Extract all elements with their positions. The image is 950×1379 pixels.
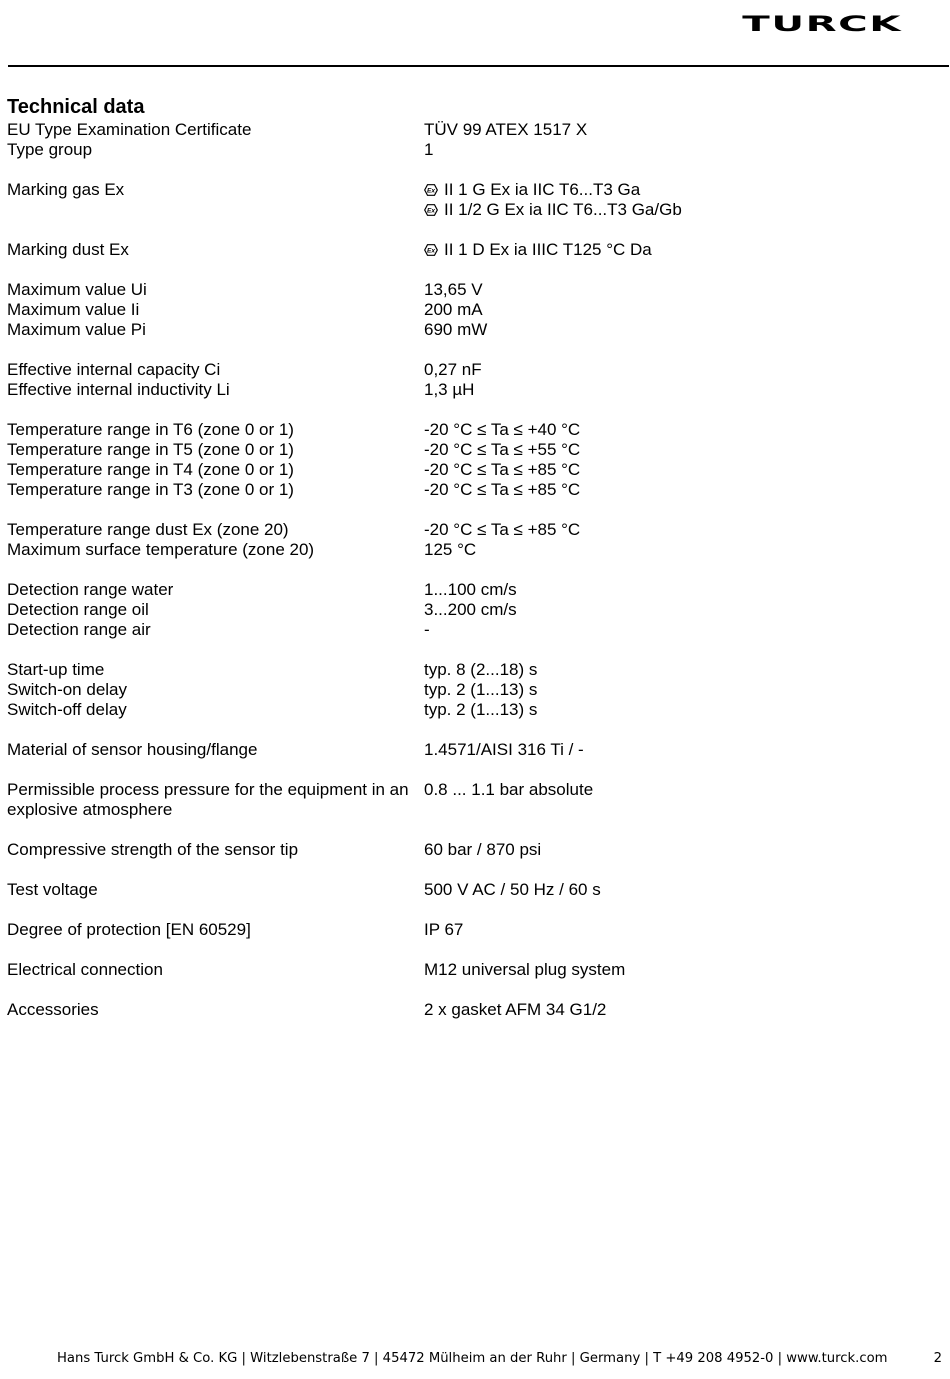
page-title: Technical data xyxy=(7,96,145,118)
spec-value xyxy=(424,1000,937,1020)
spec-row xyxy=(7,740,937,760)
spec-value-line xyxy=(424,440,937,460)
spec-label: Compressive strength of the sensor tip xyxy=(7,840,299,859)
page-number: 2 xyxy=(933,1351,942,1366)
spec-label: Test voltage xyxy=(7,880,98,899)
spec-value xyxy=(424,840,937,860)
spec-label: Temperature range in T4 (zone 0 or 1) xyxy=(7,460,294,479)
spec-value-line xyxy=(424,320,937,340)
spec-row xyxy=(7,680,937,700)
spec-label: Degree of protection [EN 60529] xyxy=(7,920,251,939)
spec-value-text: typ. 2 (1...13) s xyxy=(424,680,538,699)
spec-value xyxy=(424,960,937,980)
spec-value-line xyxy=(424,580,937,600)
spec-label: Detection range water xyxy=(7,580,174,599)
spec-value-line xyxy=(424,960,937,980)
svg-text:Ex: Ex xyxy=(427,247,435,255)
spec-value-line xyxy=(424,420,937,440)
spec-value xyxy=(424,320,937,340)
spec-label: Permissible process pressure for the equipment in an explosive atmosphere xyxy=(7,780,409,819)
spec-value xyxy=(424,120,937,140)
spec-value-text: typ. 2 (1...13) s xyxy=(424,700,538,719)
spec-row xyxy=(7,380,937,400)
spec-row xyxy=(7,480,937,500)
spec-value xyxy=(424,300,937,320)
spec-value-line xyxy=(424,140,937,160)
spec-group xyxy=(7,280,937,340)
spec-row xyxy=(7,300,937,320)
spec-group xyxy=(7,920,937,940)
spec-value-text: 0.8 ... 1.1 bar absolute xyxy=(424,780,594,799)
spec-value-line xyxy=(424,620,937,640)
spec-value-text: 500 V AC / 50 Hz / 60 s xyxy=(424,880,601,899)
spec-row xyxy=(7,840,937,860)
spec-label: Detection range air xyxy=(7,620,151,639)
spec-label: EU Type Examination Certificate xyxy=(7,120,252,139)
spec-value-text: -20 °C ≤ Ta ≤ +85 °C xyxy=(424,520,581,539)
spec-value-line xyxy=(424,460,937,480)
spec-row xyxy=(7,700,937,720)
spec-value-line xyxy=(424,1000,937,1020)
spec-label: Temperature range in T3 (zone 0 or 1) xyxy=(7,480,294,499)
spec-row xyxy=(7,180,937,220)
spec-value-line xyxy=(424,480,937,500)
spec-value-line xyxy=(424,680,937,700)
spec-value-text: 2 x gasket AFM 34 G1/2 xyxy=(424,1000,607,1019)
spec-row xyxy=(7,620,937,640)
spec-value-text: 1...100 cm/s xyxy=(424,580,517,599)
spec-label: Effective internal capacity Ci xyxy=(7,360,221,379)
spec-value-line xyxy=(424,920,937,940)
spec-value-text: 0,27 nF xyxy=(424,360,482,379)
spec-row xyxy=(7,600,937,620)
spec-value-text: II 1 D Ex ia IIIC T125 °C Da xyxy=(444,240,652,259)
spec-value-text: IP 67 xyxy=(424,920,464,939)
spec-value-text: 1 xyxy=(424,140,434,159)
spec-value-text: -20 °C ≤ Ta ≤ +85 °C xyxy=(424,460,581,479)
spec-value-line xyxy=(424,520,937,540)
spec-value xyxy=(424,620,937,640)
footer-address: Hans Turck GmbH & Co. KG | Witzlebenstraße 7 | 45472 Mülheim an der Ruhr | Germany | T +49 208 4952-0 | www.turck.com xyxy=(57,1351,888,1366)
spec-value xyxy=(424,460,937,480)
spec-row xyxy=(7,240,937,260)
spec-row xyxy=(7,440,937,460)
spec-label: Type group xyxy=(7,140,93,159)
spec-value xyxy=(424,480,937,500)
svg-text:Ex: Ex xyxy=(427,187,435,195)
spec-value-text: II 1/2 G Ex ia IIC T6...T3 Ga/Gb xyxy=(444,200,682,219)
spec-value xyxy=(424,700,937,720)
spec-group xyxy=(7,660,937,720)
spec-row xyxy=(7,780,937,820)
spec-value-text: typ. 8 (2...18) s xyxy=(424,660,538,679)
spec-group xyxy=(7,180,937,220)
spec-value xyxy=(424,420,937,440)
spec-value-line xyxy=(424,540,937,560)
spec-group xyxy=(7,360,937,400)
spec-value-text: 13,65 V xyxy=(424,280,483,299)
spec-group xyxy=(7,520,937,560)
spec-value-line xyxy=(424,600,937,620)
spec-label: Marking gas Ex xyxy=(7,180,125,199)
spec-value xyxy=(424,140,937,160)
spec-value-line xyxy=(424,880,937,900)
spec-value xyxy=(424,780,937,820)
spec-value-text: 125 °C xyxy=(424,540,477,559)
ex-hexagon-icon xyxy=(424,204,438,216)
spec-label: Temperature range dust Ex (zone 20) xyxy=(7,520,289,539)
spec-row xyxy=(7,140,937,160)
spec-row xyxy=(7,320,937,340)
spec-value-text: -20 °C ≤ Ta ≤ +85 °C xyxy=(424,480,581,499)
spec-label: Accessories xyxy=(7,1000,99,1019)
spec-label: Maximum value Ui xyxy=(7,280,147,299)
spec-value-line xyxy=(424,700,937,720)
spec-row xyxy=(7,540,937,560)
spec-value-line xyxy=(424,180,937,200)
spec-value xyxy=(424,600,937,620)
spec-value-text: M12 universal plug system xyxy=(424,960,626,979)
spec-group xyxy=(7,1000,937,1020)
spec-value-text: 60 bar / 870 psi xyxy=(424,840,542,859)
spec-label: Temperature range in T5 (zone 0 or 1) xyxy=(7,440,294,459)
spec-group xyxy=(7,240,937,260)
spec-value xyxy=(424,920,937,940)
spec-value-text: -20 °C ≤ Ta ≤ +55 °C xyxy=(424,440,581,459)
spec-group xyxy=(7,420,937,500)
spec-label: Maximum value Ii xyxy=(7,300,140,319)
ex-hexagon-icon xyxy=(424,184,438,196)
spec-value-line xyxy=(424,360,937,380)
ex-hexagon-icon xyxy=(424,244,438,256)
spec-label: Maximum value Pi xyxy=(7,320,146,339)
spec-label: Switch-on delay xyxy=(7,680,128,699)
spec-row xyxy=(7,420,937,440)
svg-text:Ex: Ex xyxy=(427,207,435,215)
spec-label: Switch-off delay xyxy=(7,700,127,719)
spec-value xyxy=(424,880,937,900)
spec-value xyxy=(424,180,937,220)
spec-value-text: - xyxy=(424,620,430,639)
spec-value-text: -20 °C ≤ Ta ≤ +40 °C xyxy=(424,420,581,439)
spec-value-line xyxy=(424,380,937,400)
spec-label: Temperature range in T6 (zone 0 or 1) xyxy=(7,420,294,439)
spec-value-text: 3...200 cm/s xyxy=(424,600,517,619)
spec-label: Detection range oil xyxy=(7,600,149,619)
spec-value-text: 1,3 µH xyxy=(424,380,475,399)
spec-row xyxy=(7,280,937,300)
spec-row xyxy=(7,920,937,940)
spec-value-line xyxy=(424,120,937,140)
spec-value xyxy=(424,440,937,460)
turck-logo: TURCK xyxy=(742,12,902,37)
spec-label: Maximum surface temperature (zone 20) xyxy=(7,540,315,559)
spec-value-line xyxy=(424,660,937,680)
spec-label: Effective internal inductivity Li xyxy=(7,380,230,399)
spec-value-text: II 1 G Ex ia IIC T6...T3 Ga xyxy=(444,180,641,199)
spec-value xyxy=(424,740,937,760)
spec-value xyxy=(424,240,937,260)
spec-row xyxy=(7,580,937,600)
header-rule xyxy=(8,65,949,67)
spec-value-text: 200 mA xyxy=(424,300,483,319)
footer xyxy=(57,1350,942,1368)
spec-value-line xyxy=(424,780,937,800)
spec-row xyxy=(7,880,937,900)
spec-value xyxy=(424,380,937,400)
spec-row xyxy=(7,660,937,680)
spec-label: Start-up time xyxy=(7,660,105,679)
spec-row xyxy=(7,120,937,140)
spec-group xyxy=(7,960,937,980)
spec-value-text: 690 mW xyxy=(424,320,488,339)
spec-group xyxy=(7,780,937,820)
spec-value xyxy=(424,680,937,700)
spec-row xyxy=(7,360,937,380)
spec-label: Electrical connection xyxy=(7,960,163,979)
spec-group xyxy=(7,580,937,640)
spec-value-text: TÜV 99 ATEX 1517 X xyxy=(424,120,588,139)
spec-group xyxy=(7,840,937,860)
spec-group xyxy=(7,740,937,760)
spec-row xyxy=(7,1000,937,1020)
spec-group xyxy=(7,120,937,160)
spec-value xyxy=(424,280,937,300)
spec-row xyxy=(7,460,937,480)
spec-value-line xyxy=(424,300,937,320)
spec-label: Marking dust Ex xyxy=(7,240,129,259)
spec-value xyxy=(424,580,937,600)
spec-value-line xyxy=(424,840,937,860)
spec-value-text: 1.4571/AISI 316 Ti / - xyxy=(424,740,584,759)
spec-value xyxy=(424,520,937,540)
spec-value-line xyxy=(424,200,937,220)
spec-group xyxy=(7,880,937,900)
spec-value xyxy=(424,660,937,680)
spec-row xyxy=(7,960,937,980)
spec-label: Material of sensor housing/flange xyxy=(7,740,258,759)
spec-value-line xyxy=(424,740,937,760)
spec-value-line xyxy=(424,280,937,300)
spec-row xyxy=(7,520,937,540)
spec-value-line xyxy=(424,240,937,260)
spec-value xyxy=(424,360,937,380)
technical-data-table xyxy=(7,120,937,1040)
spec-value xyxy=(424,540,937,560)
